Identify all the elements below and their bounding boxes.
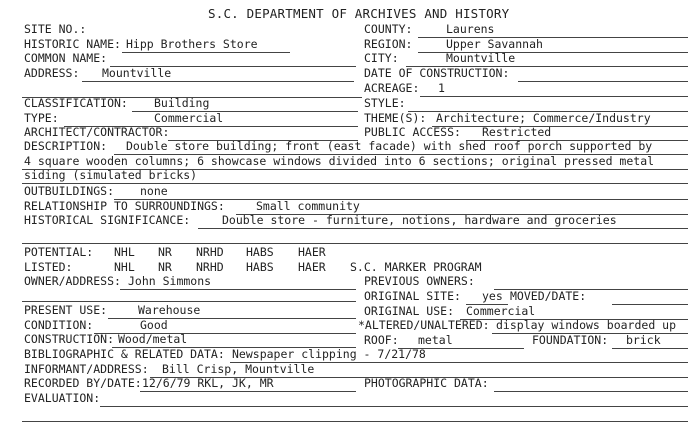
description-line-1: Double store building; front (east facade) with shed roof porch supported by [126, 139, 653, 153]
description-line-2: 4 square wooden columns; 6 showcase windows divided into 6 sections; original pressed metal [24, 154, 655, 168]
date-construction-label: DATE OF CONSTRUCTION: [364, 66, 510, 80]
present-use-value: Warehouse [138, 303, 201, 317]
region-label: REGION: [364, 37, 413, 51]
altered-value: display windows boarded up [496, 318, 677, 332]
themes-line [432, 126, 688, 127]
construction-label: CONSTRUCTION: [24, 332, 115, 346]
acreage-line [420, 96, 688, 97]
potential-nrhd: NRHD [196, 245, 224, 259]
themes-label: THEME(S): [364, 111, 427, 125]
moved-date-line [612, 304, 688, 305]
original-site-value: yes [482, 289, 503, 303]
style-label: STYLE: [364, 96, 406, 110]
city-value: Mountville [446, 51, 516, 65]
potential-habs: HABS [246, 245, 274, 259]
county-label: COUNTY: [364, 22, 413, 36]
common-name-label: COMMON NAME: [24, 51, 108, 65]
roof-label: ROOF: [364, 333, 399, 347]
type-label: TYPE: [24, 111, 59, 125]
recorded-line [140, 391, 356, 392]
acreage-label: ACREAGE: [364, 81, 420, 95]
informant-value: Bill Crisp, Mountville [162, 362, 315, 376]
evaluation-line [100, 406, 688, 407]
bibliographic-label: BIBLIOGRAPHIC & RELATED DATA: [24, 347, 225, 361]
owner-value: John Simmons [128, 274, 212, 288]
description-rule-3 [22, 183, 688, 184]
recorded-label: RECORDED BY/DATE: [24, 376, 142, 390]
description-line-3: siding (simulated bricks) [24, 168, 198, 182]
architect-label: ARCHITECT/CONTRACTOR: [24, 125, 170, 139]
photographic-label: PHOTOGRAPHIC DATA: [364, 376, 489, 390]
significance-rule-2 [22, 243, 688, 244]
recorded-value: 12/6/79 RKL, JK, MR [142, 376, 274, 390]
themes-value: Architecture; Commerce/Industry [436, 111, 651, 125]
original-use-label: ORIGINAL USE: [364, 304, 455, 318]
public-access-value: Restricted [482, 125, 552, 139]
site-no-label: SITE NO.: [24, 22, 87, 36]
county-value: Laurens [446, 22, 495, 36]
altered-label: *ALTERED/UNALTERED: [358, 318, 490, 332]
foundation-value: brick [626, 333, 661, 347]
foundation-label: FOUNDATION: [532, 333, 609, 347]
potential-nhl: NHL [114, 245, 135, 259]
address-value: Mountville [102, 66, 172, 80]
foundation-line [612, 348, 688, 349]
outbuildings-label: OUTBUILDINGS: [24, 184, 115, 198]
surroundings-label: RELATIONSHIP TO SURROUNDINGS: [24, 199, 225, 213]
classification-label: CLASSIFICATION: [24, 96, 128, 110]
listed-label: LISTED: [24, 260, 73, 274]
historic-name-value: Hipp Brothers Store [126, 37, 258, 51]
date-construction-line [518, 81, 688, 82]
significance-label: HISTORICAL SIGNIFICANCE: [24, 213, 191, 227]
photographic-line [494, 391, 688, 392]
moved-date-label: MOVED/DATE: [510, 289, 587, 303]
potential-nr: NR [158, 245, 172, 259]
condition-value: Good [140, 318, 168, 332]
original-site-label: ORIGINAL SITE: [364, 289, 461, 303]
condition-label: CONDITION: [24, 318, 94, 332]
original-use-value: Commercial [466, 304, 536, 318]
historic-name-label: HISTORIC NAME: [24, 37, 121, 51]
city-label: CITY: [364, 51, 399, 65]
acreage-value: 1 [438, 81, 445, 95]
evaluation-label: EVALUATION: [24, 391, 101, 405]
owner-rule-2 [22, 301, 356, 302]
region-value: Upper Savannah [446, 37, 543, 51]
marker-program-label: S.C. MARKER PROGRAM [350, 260, 482, 274]
present-use-label: PRESENT USE: [24, 303, 108, 317]
roof-value: metal [418, 333, 453, 347]
listed-haer: HAER [298, 260, 326, 274]
outbuildings-value: none [140, 184, 168, 198]
significance-line [198, 228, 688, 229]
address-line [82, 81, 354, 82]
potential-haer: HAER [298, 245, 326, 259]
historic-name-line [122, 52, 290, 53]
owner-line [120, 289, 356, 290]
classification-value: Building [154, 96, 210, 110]
surroundings-value: Small community [256, 199, 360, 213]
evaluation-rule-2 [22, 421, 688, 422]
previous-owners-label: PREVIOUS OWNERS: [364, 274, 475, 288]
type-value: Commercial [154, 111, 224, 125]
listed-nr: NR [158, 260, 172, 274]
potential-label: POTENTIAL: [24, 245, 94, 259]
address-label: ADDRESS: [24, 66, 80, 80]
listed-nhl: NHL [114, 260, 135, 274]
listed-nrhd: NRHD [196, 260, 224, 274]
form-title: S.C. DEPARTMENT OF ARCHIVES AND HISTORY [208, 6, 510, 21]
owner-label: OWNER/ADDRESS: [24, 274, 121, 288]
public-access-label: PUBLIC ACCESS: [364, 125, 461, 139]
significance-value: Double store - furniture, notions, hardware and groceries [222, 213, 617, 227]
informant-label: INFORMANT/ADDRESS: [24, 362, 149, 376]
construction-value: Wood/metal [118, 332, 188, 346]
description-label: DESCRIPTION: [24, 139, 108, 153]
listed-habs: HABS [246, 260, 274, 274]
bibliographic-value: Newspaper clipping - 7/21/78 [232, 347, 426, 361]
